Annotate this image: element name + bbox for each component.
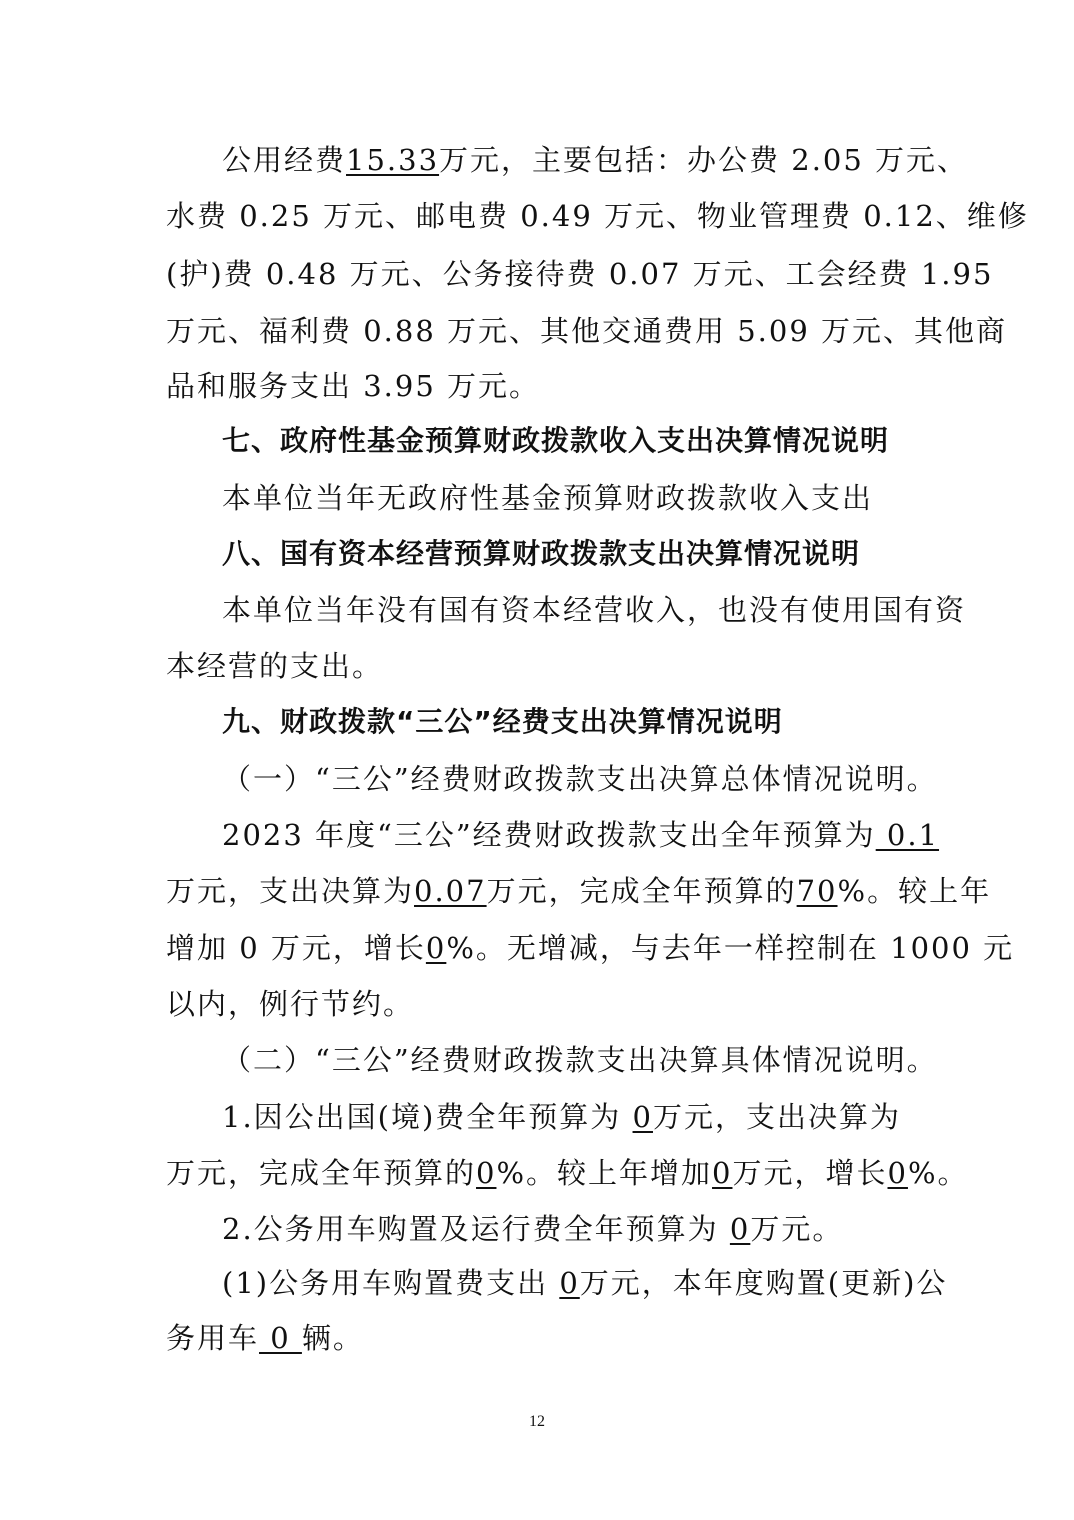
text: 万元，支出决算为 — [652, 1100, 901, 1134]
paragraph-line: 本单位当年无政府性基金预算财政拨款收入支出 — [222, 481, 874, 515]
subsection-heading-1: （一）“三公”经费财政拨款支出决算总体情况说明。 — [222, 762, 938, 796]
paragraph-line — [166, 928, 1015, 968]
paragraph-line — [222, 1097, 912, 1137]
text: 万元，完成全年预算的 — [486, 874, 797, 908]
text: 1.因公出国(境)费全年预算为 — [222, 1100, 622, 1134]
amount-underlined: 0.07 — [414, 874, 487, 908]
text: (1)公务用车购置费支出 — [222, 1266, 549, 1300]
paragraph-line: 本经营的支出。 — [166, 649, 384, 683]
amount-underlined: 15.33 — [346, 143, 440, 177]
percent-underlined: 0 — [476, 1156, 497, 1190]
text: %。 — [907, 1156, 969, 1190]
paragraph-line — [222, 815, 940, 855]
text: 万元，主要包括：办公费 2.05 万元、 — [439, 143, 969, 177]
percent-underlined: 0 — [425, 931, 447, 965]
text: 万元，本年度购置(更新)公 — [579, 1266, 948, 1300]
paragraph-line: 本单位当年没有国有资本经营收入，也没有使用国有资 — [222, 593, 967, 627]
text: 万元，增长 — [732, 1156, 888, 1190]
text: 万元，支出决算为 — [166, 874, 415, 908]
percent-underlined: 0 — [887, 1156, 908, 1190]
text: 2.公务用车购置及运行费全年预算为 — [222, 1212, 719, 1246]
text: 2023 年度“三公”经费财政拨款支出全年预算为 — [222, 818, 876, 852]
paragraph-line — [166, 1153, 969, 1193]
section-heading-9: 九、财政拨款“三公”经费支出决算情况说明 — [222, 705, 783, 738]
section-heading-7: 七、政府性基金预算财政拨款收入支出决算情况说明 — [222, 424, 890, 457]
section-heading-8: 八、国有资本经营预算财政拨款支出决算情况说明 — [222, 537, 861, 570]
text: 增加 0 万元，增长 — [166, 931, 426, 965]
paragraph-line: 水费 0.25 万元、邮电费 0.49 万元、物业管理费 0.12、维修 — [166, 199, 1029, 233]
text: %。较上年 — [837, 874, 992, 908]
paragraph-line — [222, 1209, 912, 1249]
count-underlined: 0 — [259, 1321, 302, 1355]
text: %。较上年增加 — [496, 1156, 713, 1190]
amount-underlined: 0 — [559, 1266, 580, 1300]
amount-underlined: 0 — [729, 1212, 751, 1246]
amount-underlined: 0.1 — [875, 818, 940, 852]
page-number: 12 — [529, 1413, 545, 1430]
text: 辆。 — [301, 1321, 364, 1355]
paragraph-line — [222, 1263, 948, 1303]
text: 万元。 — [750, 1212, 844, 1246]
paragraph-line — [222, 140, 969, 180]
paragraph-line: 品和服务支出 3.95 万元。 — [166, 369, 541, 403]
subsection-heading-2: （二）“三公”经费财政拨款支出决算具体情况说明。 — [222, 1043, 938, 1077]
amount-underlined: 0 — [632, 1100, 653, 1134]
paragraph-line — [166, 871, 992, 911]
text: 万元，完成全年预算的 — [166, 1156, 477, 1190]
paragraph-line: 以内，例行节约。 — [166, 987, 415, 1021]
paragraph-line: 万元、福利费 0.88 万元、其他交通费用 5.09 万元、其他商 — [166, 314, 1008, 348]
text: 公用经费 — [222, 143, 347, 177]
paragraph-line: (护)费 0.48 万元、公务接待费 0.07 万元、工会经费 1.95 — [166, 257, 994, 291]
percent-underlined: 70 — [796, 874, 838, 908]
text: 务用车 — [166, 1321, 260, 1355]
text: %。无增减，与去年一样控制在 1000 元 — [446, 931, 1015, 965]
amount-underlined: 0 — [712, 1156, 733, 1190]
paragraph-line — [166, 1318, 914, 1358]
